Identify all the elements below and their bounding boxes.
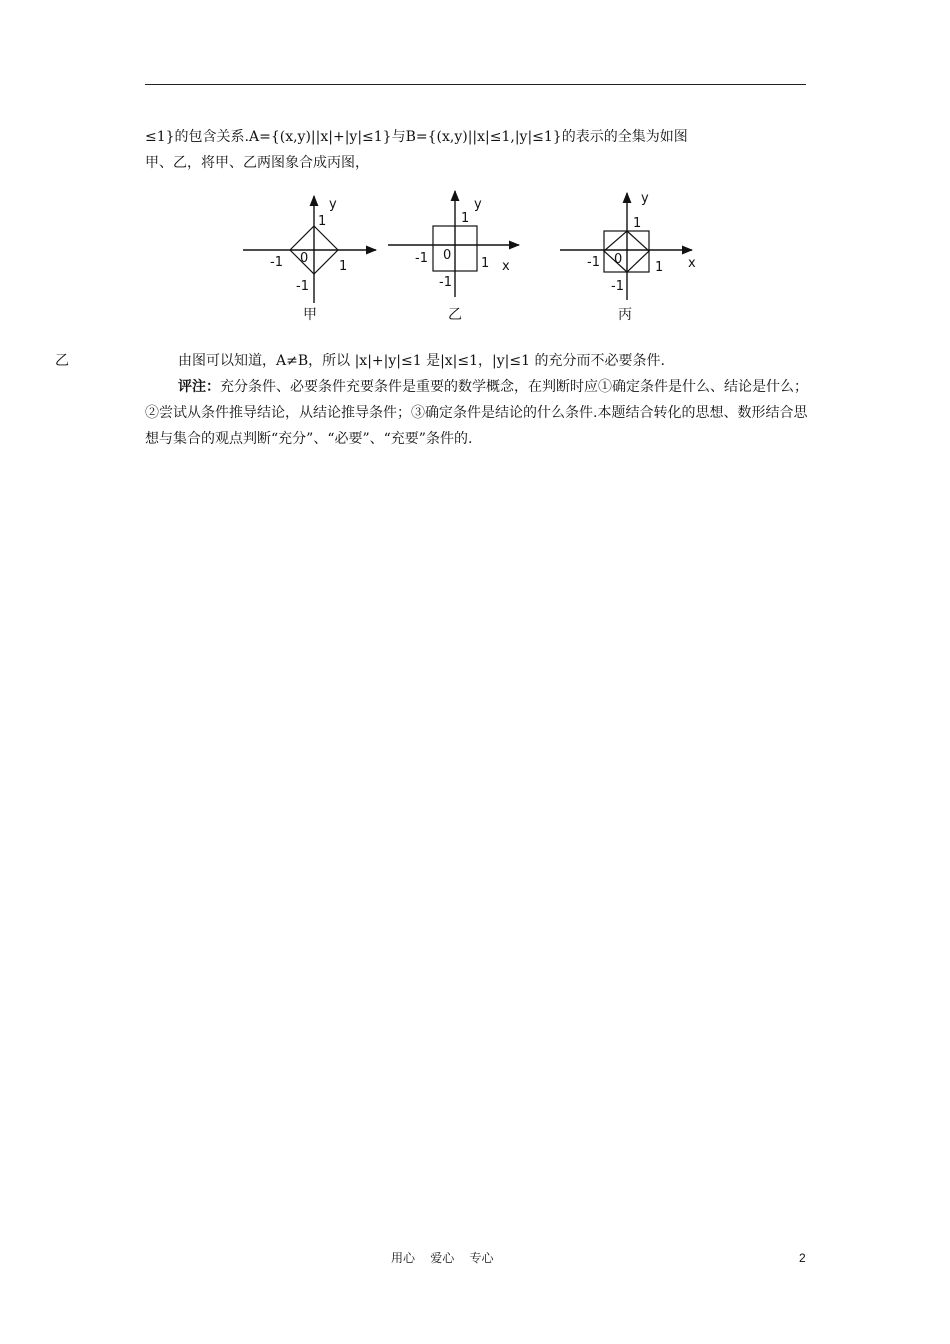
figure-jia [243, 196, 376, 323]
tick-label-y-pos1: 1 [461, 211, 470, 226]
figure-caption: 乙 [448, 307, 462, 323]
origin-label: 0 [614, 252, 623, 267]
tick-label-x-pos1: 1 [339, 259, 348, 274]
intro-line-2: 甲、乙，将甲、乙两图象合成丙图， [145, 155, 369, 171]
tick-label-y-neg1: -1 [439, 275, 452, 290]
tick-label-y-neg1: -1 [296, 279, 309, 294]
comment-paragraph [145, 374, 810, 452]
x-axis-label: x [502, 259, 510, 274]
tick-label-x-neg1: -1 [270, 255, 283, 270]
tick-label-y-neg1: -1 [611, 279, 624, 294]
comment-text: 充分条件、必要条件充要条件是重要的数学概念，在判断时应①确定条件是什么、结论是什么；②尝试从条件推导结论，从结论推导条件；③确定条件是结论的什么条件.本题结合转化的思想、数形结合思想与集合的观点判断“充分”、“必要”、“充要”条件的. [145, 379, 808, 447]
footer-motto: 用心 爱心 专心 [391, 1251, 494, 1265]
tick-label-x-neg1: -1 [415, 251, 428, 266]
figure-yi [388, 191, 519, 323]
comment-label: 评注： [178, 379, 220, 395]
tick-label-y-pos1: 1 [318, 214, 327, 229]
x-axis-label: x [688, 256, 696, 271]
y-axis-label: y [474, 197, 482, 212]
figures-panel [0, 0, 950, 340]
y-axis-label: y [641, 191, 649, 206]
tick-label-x-pos1: 1 [481, 256, 490, 271]
tick-label-x-pos1: 1 [655, 260, 664, 275]
origin-label: 0 [443, 248, 452, 263]
figure-caption: 丙 [618, 307, 632, 323]
tick-label-x-neg1: -1 [587, 255, 600, 270]
conclusion-paragraph: 由图可以知道，A≠B，所以 |x|+|y|≤1 是|x|≤1，|y|≤1 的充分而不必要条件. [178, 353, 665, 369]
y-axis-label: y [329, 197, 337, 212]
tick-label-y-pos1: 1 [633, 216, 642, 231]
origin-label: 0 [300, 251, 309, 266]
intro-line-1: ≤1}的包含关系.A={(x,y)||x|+|y|≤1}与B={(x,y)||x|≤1,|y|≤1}的表示的全集为如图 [145, 129, 688, 145]
page-number: 2 [799, 1251, 806, 1265]
figure-caption: 甲 [303, 307, 317, 323]
margin-note: 乙 [55, 353, 69, 369]
figure-bing [560, 191, 696, 323]
